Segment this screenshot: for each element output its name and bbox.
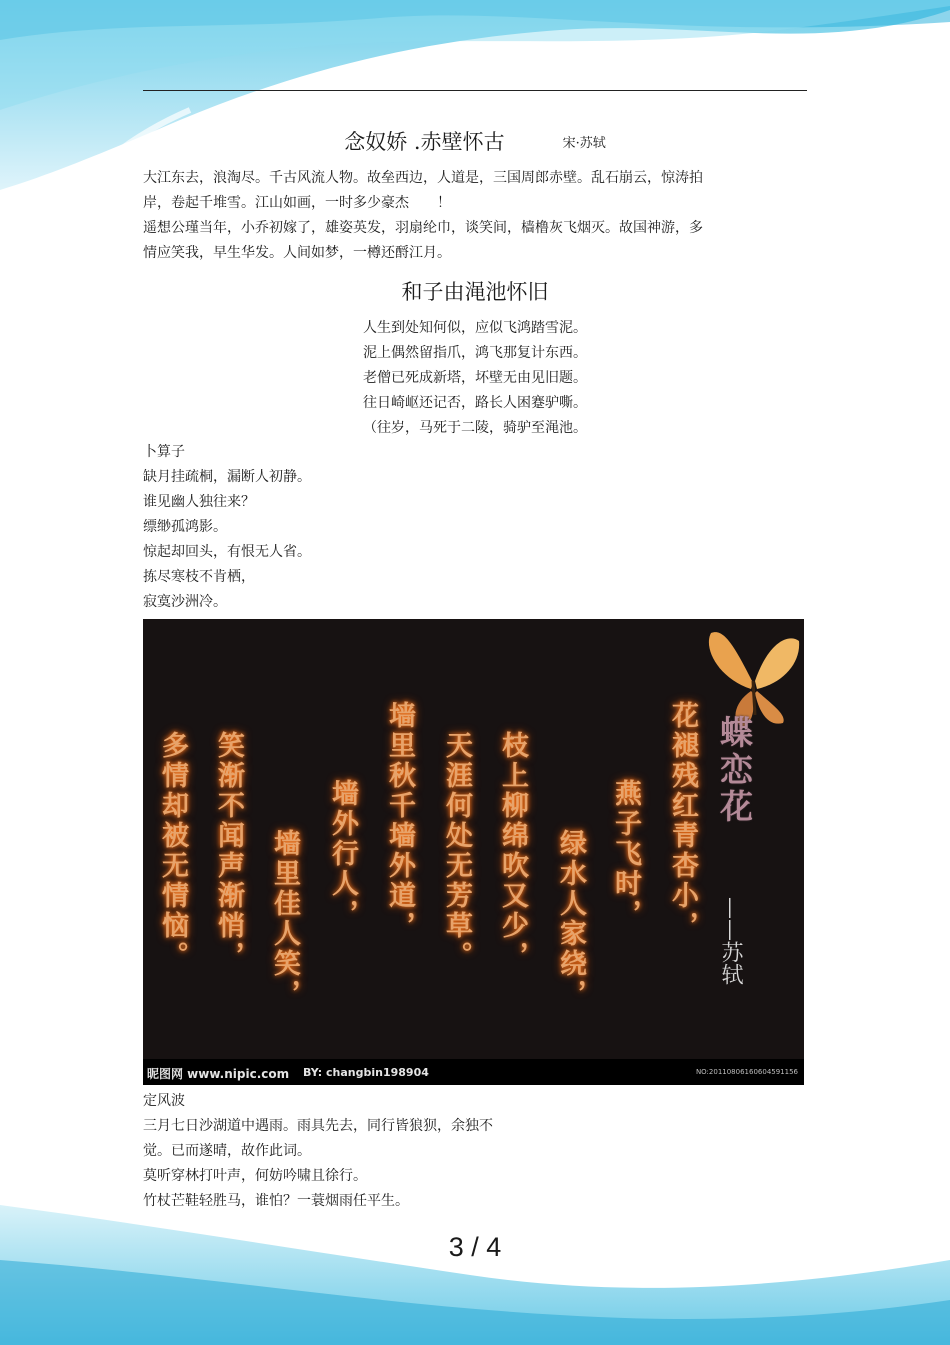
image-column: 枝上柳绵吹又少，: [497, 731, 528, 971]
image-column: 多情却被无情恼。: [157, 731, 188, 971]
image-column: 笑渐不闻声渐悄，: [213, 731, 244, 971]
image-column: 墙里佳人笑，: [269, 829, 300, 1009]
image-by: BY: changbin198904: [303, 1066, 429, 1079]
image-column: 绿水人家绕，: [555, 829, 586, 1009]
poem2-line: （往岁，马死于二陵，骑驴至渑池。: [363, 420, 587, 436]
poem2-line: 老僧已死成新塔，坏壁无由见旧题。: [363, 370, 587, 386]
image-watermark-bar: [143, 1059, 804, 1085]
poem3-body: [143, 440, 311, 615]
poem4-line: 觉。已而遂晴，故作此词。: [143, 1143, 311, 1159]
poem1-line: 遥想公瑾当年，小乔初嫁了，雄姿英发，羽扇纶巾，谈笑间，樯橹灰飞烟灭。故国神游，多: [143, 220, 703, 236]
poem3-title: 卜算子: [143, 444, 185, 460]
poem2-line: 往日崎岖还记否，路长人困蹇驴嘶。: [363, 395, 587, 411]
poem3-line: 惊起却回头，有恨无人省。: [143, 544, 311, 560]
poem1-body: [143, 166, 743, 266]
header-rule: [143, 90, 807, 91]
image-column: 墙外行人，: [327, 779, 358, 929]
page-number: 3 / 4: [448, 1232, 502, 1262]
image-title: 蝶恋花: [715, 715, 754, 826]
poem4-line: 莫听穿林打叶声，何妨吟啸且徐行。: [143, 1168, 367, 1184]
poem3-line: 拣尽寒枝不肯栖，: [143, 569, 255, 585]
poem2-body: [0, 316, 950, 441]
poem2-line: 人生到处知何似，应似飞鸿踏雪泥。: [363, 320, 587, 336]
poem1-author: 宋·苏轼: [562, 136, 606, 151]
dielianhua-poem-image: [143, 619, 804, 1085]
poem3-line: 缥缈孤鸿影。: [143, 519, 227, 535]
poem1-line: 情应笑我，早生华发。人间如梦，一樽还酹江月。: [143, 245, 451, 261]
poem3-line: 谁见幽人独往来？: [143, 494, 255, 510]
image-column: 花褪残红青杏小，: [667, 701, 698, 941]
image-column: 墙里秋千墙外道，: [384, 701, 415, 941]
poem2-line: 泥上偶然留指爪，鸿飞那复计东西。: [363, 345, 587, 361]
poem1-title: 念奴娇 .赤壁怀古: [344, 130, 505, 154]
poem2-title: 和子由渑池怀旧: [401, 280, 549, 304]
image-number: NO:20110806160604591156: [695, 1068, 798, 1076]
poem4-line: 三月七日沙湖道中遇雨。雨具先去，同行皆狼狈，余独不: [143, 1118, 493, 1134]
poem3-line: 缺月挂疏桐，漏断人初静。: [143, 469, 311, 485]
image-column: 燕子飞时，: [610, 779, 641, 929]
image-watermark: 昵图网 www.nipic.com: [147, 1067, 290, 1081]
poem3-line: 寂寞沙洲冷。: [143, 594, 227, 610]
poem4-title: 定风波: [143, 1093, 185, 1109]
poem4-body: [143, 1089, 493, 1214]
poem4-line: 竹杖芒鞋轻胜马，谁怕？一蓑烟雨任平生。: [143, 1193, 409, 1209]
poem1-line: 大江东去，浪淘尽。千古风流人物。故垒西边，人道是，三国周郎赤壁。乱石崩云，惊涛拍: [143, 170, 703, 186]
image-column: 天涯何处无芳草。: [441, 731, 472, 971]
poem1-line: 岸，卷起千堆雪。江山如画，一时多少豪杰 ！: [143, 195, 451, 211]
poem1-title-line: [0, 126, 950, 156]
image-author: ——苏轼: [718, 897, 743, 985]
